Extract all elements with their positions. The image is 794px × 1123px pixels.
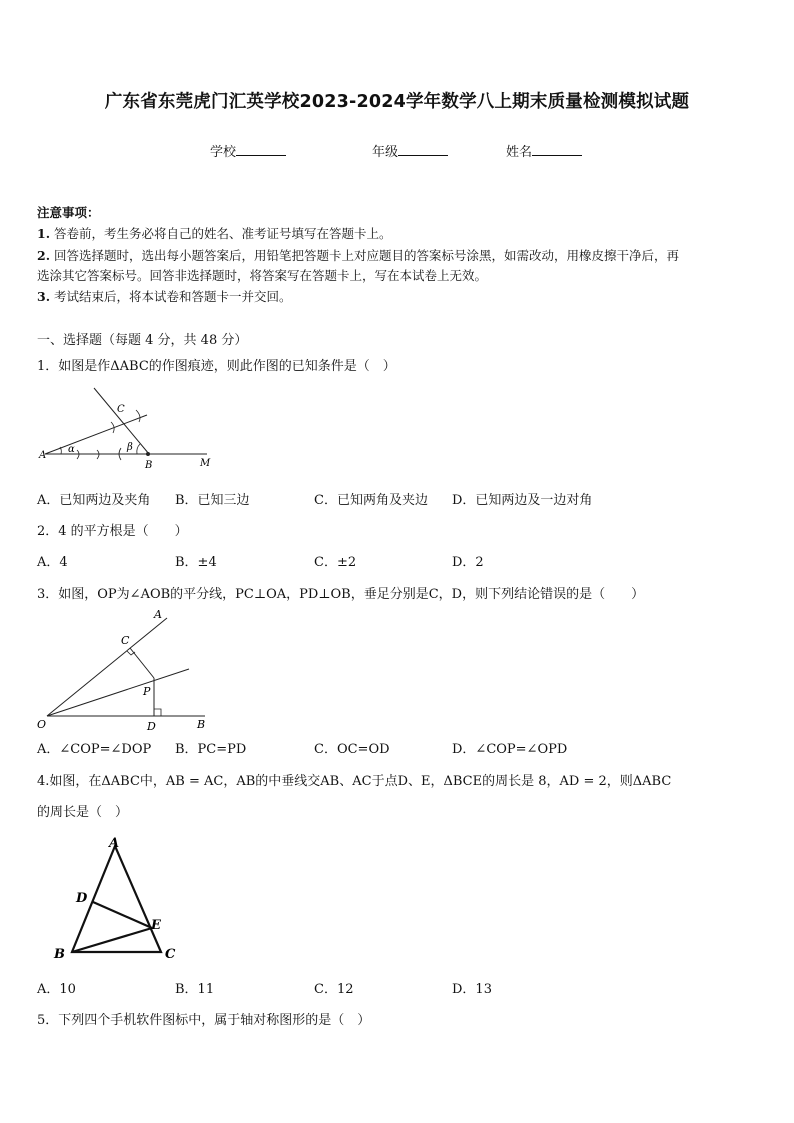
- label-A: A: [109, 836, 120, 851]
- question-5-stem: 5．下列四个手机软件图标中，属于轴对称图形的是（ ）: [37, 1013, 371, 1028]
- school-label: 学校: [210, 145, 237, 160]
- right-angle-D: [154, 709, 161, 716]
- name-label: 姓名: [506, 145, 533, 160]
- ray-BC: [94, 388, 149, 454]
- note-item: [37, 287, 292, 305]
- q3-option-b[interactable]: B．PC=PD: [175, 742, 247, 757]
- label-A: A: [39, 450, 47, 461]
- segment-BE: [72, 928, 152, 952]
- note-item: [37, 266, 487, 284]
- label-D: D: [147, 720, 156, 733]
- question-1-stem: 1．如图是作ΔABC的作图痕迹，则此作图的已知条件是（ ）: [37, 359, 396, 374]
- q1-option-c[interactable]: C．已知两角及夹边: [314, 493, 428, 508]
- label-C: C: [165, 947, 176, 962]
- label-C: C: [117, 404, 125, 415]
- point-B: [146, 452, 150, 456]
- q1-option-a[interactable]: A．已知两边及夹角: [37, 493, 151, 508]
- label-B: B: [145, 460, 153, 471]
- label-A: A: [154, 608, 162, 621]
- note-number: 1.: [37, 226, 51, 241]
- arc-mark: [111, 422, 114, 433]
- question-4-figure: [48, 832, 188, 966]
- segment-PC: [130, 648, 154, 678]
- page-title: 广东省东莞虎门汇英学校2023-2024学年数学八上期末质量检测模拟试题: [104, 92, 690, 112]
- q2-option-c[interactable]: C．±2: [314, 555, 357, 570]
- name-field[interactable]: [506, 141, 582, 160]
- label-B: B: [197, 718, 206, 731]
- right-angle-C: [127, 651, 135, 655]
- note-text: 答卷前，考生务必将自己的姓名、准考证号填写在答题卡上。: [54, 226, 392, 241]
- label-P: P: [143, 685, 151, 698]
- segment-DE: [93, 902, 152, 928]
- q4-option-c[interactable]: C．12: [314, 982, 354, 997]
- q2-option-d[interactable]: D．2: [452, 555, 484, 570]
- grade-blank[interactable]: [398, 143, 448, 156]
- school-blank[interactable]: [236, 143, 286, 156]
- q3-option-a[interactable]: A．∠COP=∠DOP: [37, 742, 152, 757]
- label-O: O: [37, 718, 47, 731]
- question-1-figure: [37, 382, 217, 472]
- note-number: 3.: [37, 289, 51, 304]
- question-4-stem-line1: 4.如图，在ΔABC中，AB = AC，AB的中垂线交AB、AC于点D、E，ΔBCE的周长是 8，AD = 2，则ΔABC: [37, 774, 672, 789]
- question-3-figure: [37, 604, 217, 734]
- grade-field[interactable]: [372, 141, 448, 160]
- q2-option-a[interactable]: A．4: [37, 555, 68, 570]
- note-text: 考试结束后，将本试卷和答题卡一并交回。: [54, 289, 292, 304]
- ray-OP: [47, 669, 189, 716]
- note-item: [37, 224, 392, 242]
- q3-option-c[interactable]: C．OC=OD: [314, 742, 390, 757]
- label-M: M: [200, 458, 211, 469]
- q4-option-d[interactable]: D．13: [452, 982, 492, 997]
- note-number: 2.: [37, 248, 51, 263]
- label-C: C: [121, 634, 130, 647]
- label-E: E: [151, 918, 161, 933]
- section-heading: 一、选择题（每题 4 分，共 48 分）: [37, 333, 248, 348]
- angle-beta-arc: [137, 444, 140, 454]
- note-item: [37, 246, 679, 264]
- q1-option-d[interactable]: D．已知两边及一边对角: [452, 493, 593, 508]
- school-field[interactable]: [210, 141, 286, 160]
- question-4-stem-line2: 的周长是（ ）: [37, 805, 129, 820]
- question-2-stem: 2．4 的平方根是（ ）: [37, 524, 188, 539]
- q1-option-b[interactable]: B．已知三边: [175, 493, 250, 508]
- notes-heading: 注意事项：: [37, 205, 100, 220]
- ray-OA: [47, 618, 167, 716]
- question-3-stem: 3．如图，OP为∠AOB的平分线，PC⊥OA，PD⊥OB，垂足分别是C，D，则下列结论错误的是（ ）: [37, 587, 645, 602]
- q2-option-b[interactable]: B．±4: [175, 555, 217, 570]
- label-B: B: [54, 947, 65, 962]
- label-D: D: [76, 891, 88, 906]
- q4-option-b[interactable]: B．11: [175, 982, 215, 997]
- name-blank[interactable]: [532, 143, 582, 156]
- q4-option-a[interactable]: A．10: [37, 982, 76, 997]
- note-text: 回答选择题时，选出每小题答案后，用铅笔把答题卡上对应题目的答案标号涂黑，如需改动，用橡皮擦干净后，再: [54, 248, 680, 263]
- note-text: 选涂其它答案标号。回答非选择题时，将答案写在答题卡上，写在本试卷上无效。: [37, 268, 488, 283]
- q3-option-d[interactable]: D．∠COP=∠OPD: [452, 742, 568, 757]
- label-alpha: α: [68, 444, 75, 455]
- label-beta: β: [127, 442, 133, 453]
- grade-label: 年级: [372, 145, 399, 160]
- arc-mark: [136, 410, 140, 422]
